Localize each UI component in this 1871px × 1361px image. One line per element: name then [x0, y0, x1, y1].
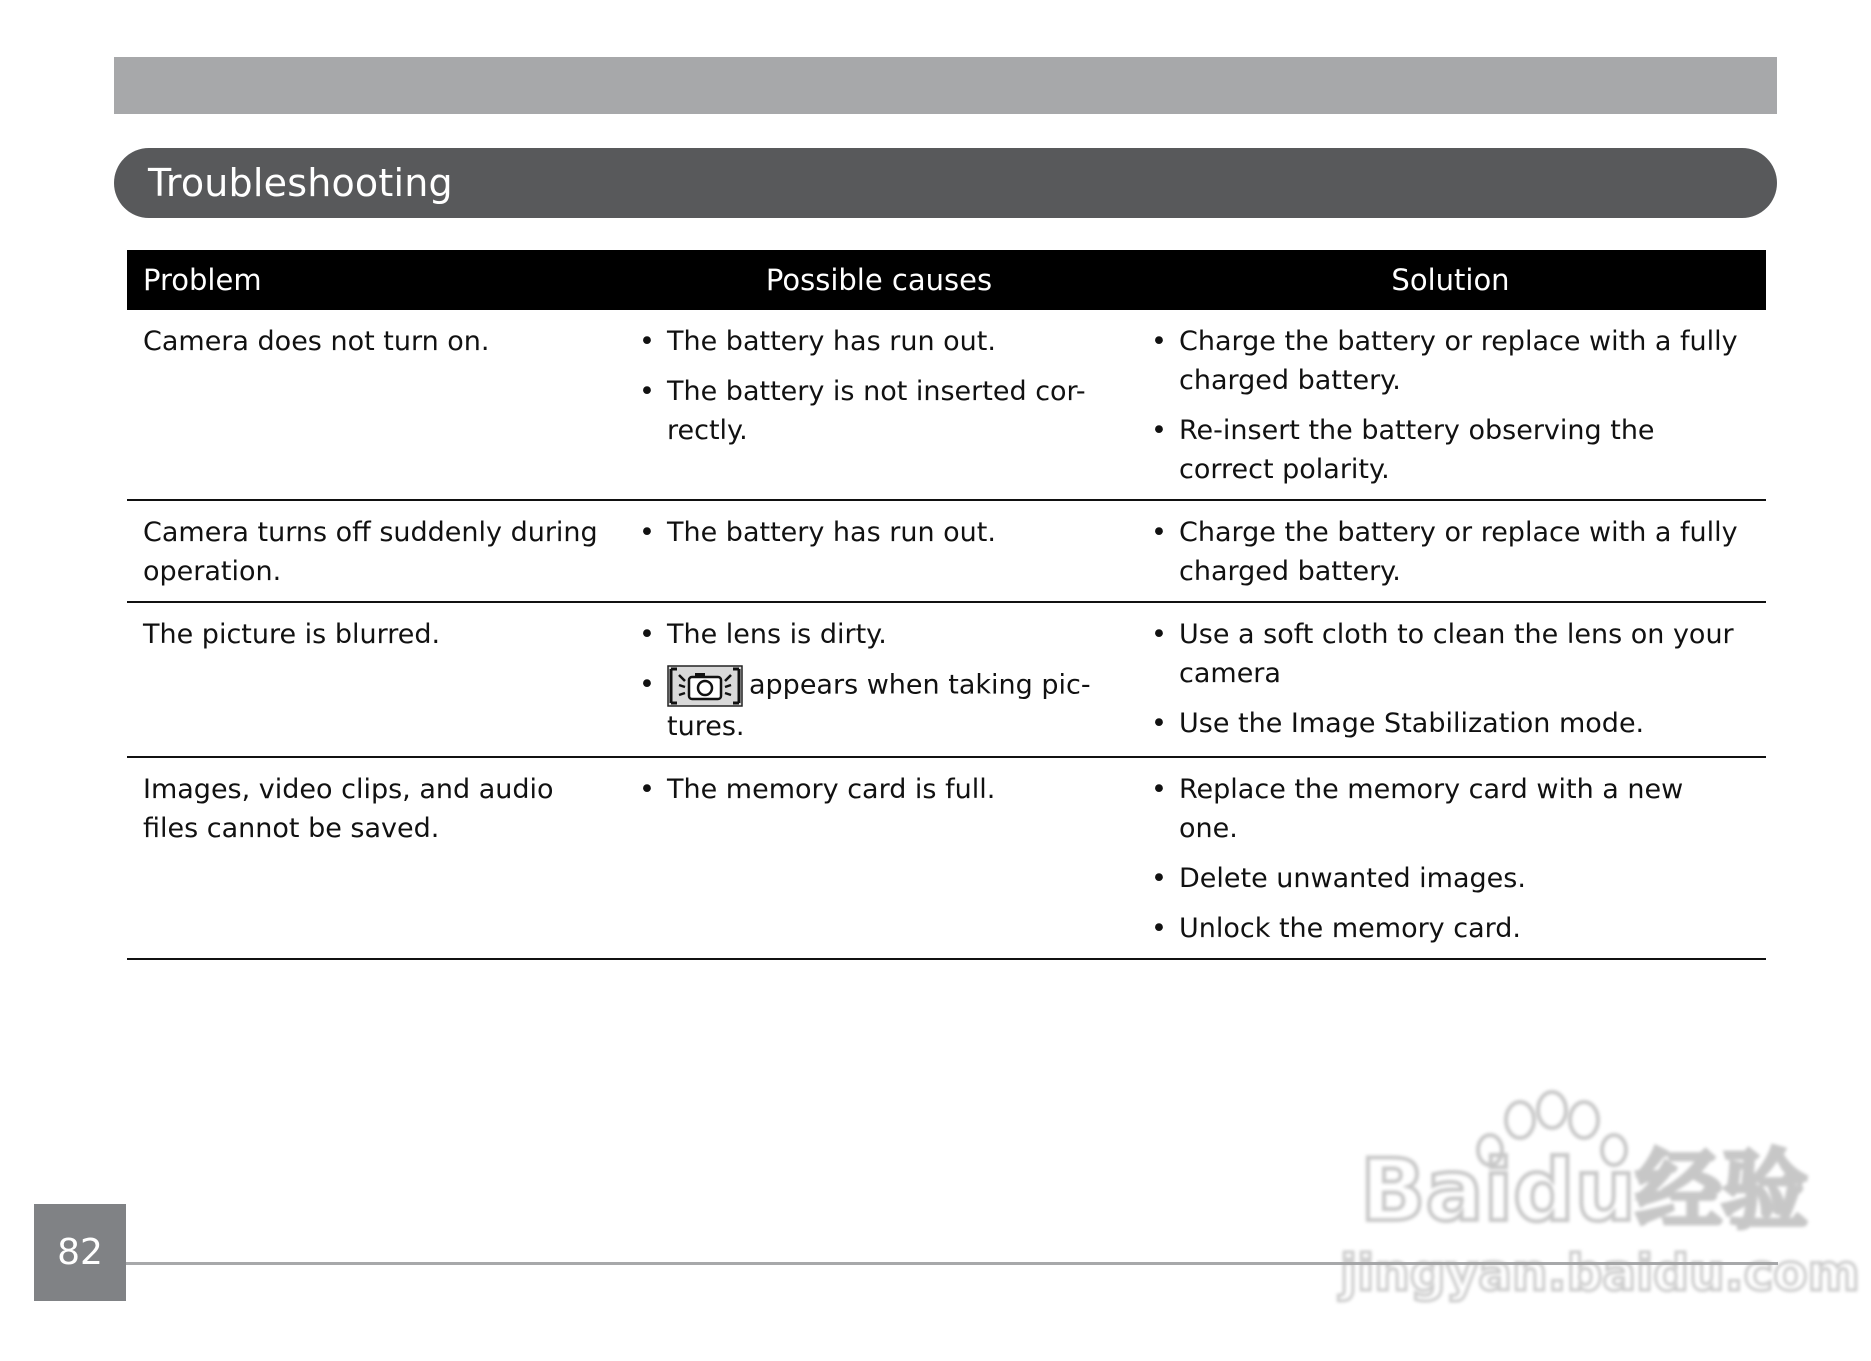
problem-cell: Images, video clips, and audio files cannot be saved.	[127, 757, 623, 959]
section-header	[114, 148, 1777, 218]
table-header-row	[127, 250, 1766, 310]
column-header-solution: Solution	[1135, 250, 1766, 310]
causes-cell	[623, 500, 1135, 602]
watermark-brand: Baidu经验	[1360, 1141, 1808, 1241]
column-header-causes: Possible causes	[623, 250, 1135, 310]
cause-item-with-icon	[639, 665, 1119, 746]
solution-cell	[1135, 757, 1766, 959]
causes-cell	[623, 310, 1135, 500]
cause-item: • The memory card is full.	[639, 770, 1119, 809]
solution-item: • Use the Image Stabilization mode.	[1151, 704, 1750, 743]
solution-cell	[1135, 602, 1766, 757]
solution-item: • Re-insert the battery observing the correct polarity.	[1151, 411, 1750, 489]
problem-cell: Camera turns off suddenly during operation.	[127, 500, 623, 602]
solution-item: • Charge the battery or replace with a fully charged battery.	[1151, 513, 1750, 591]
causes-cell	[623, 602, 1135, 757]
column-header-problem: Problem	[127, 250, 623, 310]
solution-item: • Charge the battery or replace with a fully charged battery.	[1151, 322, 1750, 400]
page-number: 82	[57, 1232, 103, 1273]
table-row	[127, 310, 1766, 500]
solution-item: • Unlock the memory card.	[1151, 909, 1750, 948]
troubleshooting-table	[127, 250, 1766, 960]
table-row	[127, 500, 1766, 602]
problem-cell: Camera does not turn on.	[127, 310, 623, 500]
causes-cell	[623, 757, 1135, 959]
baidu-watermark-logo	[1330, 1090, 1860, 1310]
cause-item-text: appears when taking pic-tures.	[667, 669, 1091, 742]
camera-shake-warning-icon	[667, 665, 743, 707]
page-number-box	[34, 1204, 126, 1301]
table-row	[127, 757, 1766, 959]
solution-item: • Delete unwanted images.	[1151, 859, 1750, 898]
watermark-url: jingyan.baidu.com	[1340, 1244, 1860, 1302]
solution-cell	[1135, 310, 1766, 500]
table-row	[127, 602, 1766, 757]
solution-cell	[1135, 500, 1766, 602]
section-title: Troubleshooting	[148, 161, 453, 205]
solution-item: • Use a soft cloth to clean the lens on your camera	[1151, 615, 1750, 693]
cause-item: • The battery has run out.	[639, 322, 1119, 361]
cause-item: • The battery has run out.	[639, 513, 1119, 552]
problem-cell: The picture is blurred.	[127, 602, 623, 757]
solution-item: • Replace the memory card with a new one.	[1151, 770, 1750, 848]
cause-item: • The battery is not inserted cor-rectly.	[639, 372, 1119, 450]
top-bar	[114, 57, 1777, 114]
cause-item: • The lens is dirty.	[639, 615, 1119, 654]
